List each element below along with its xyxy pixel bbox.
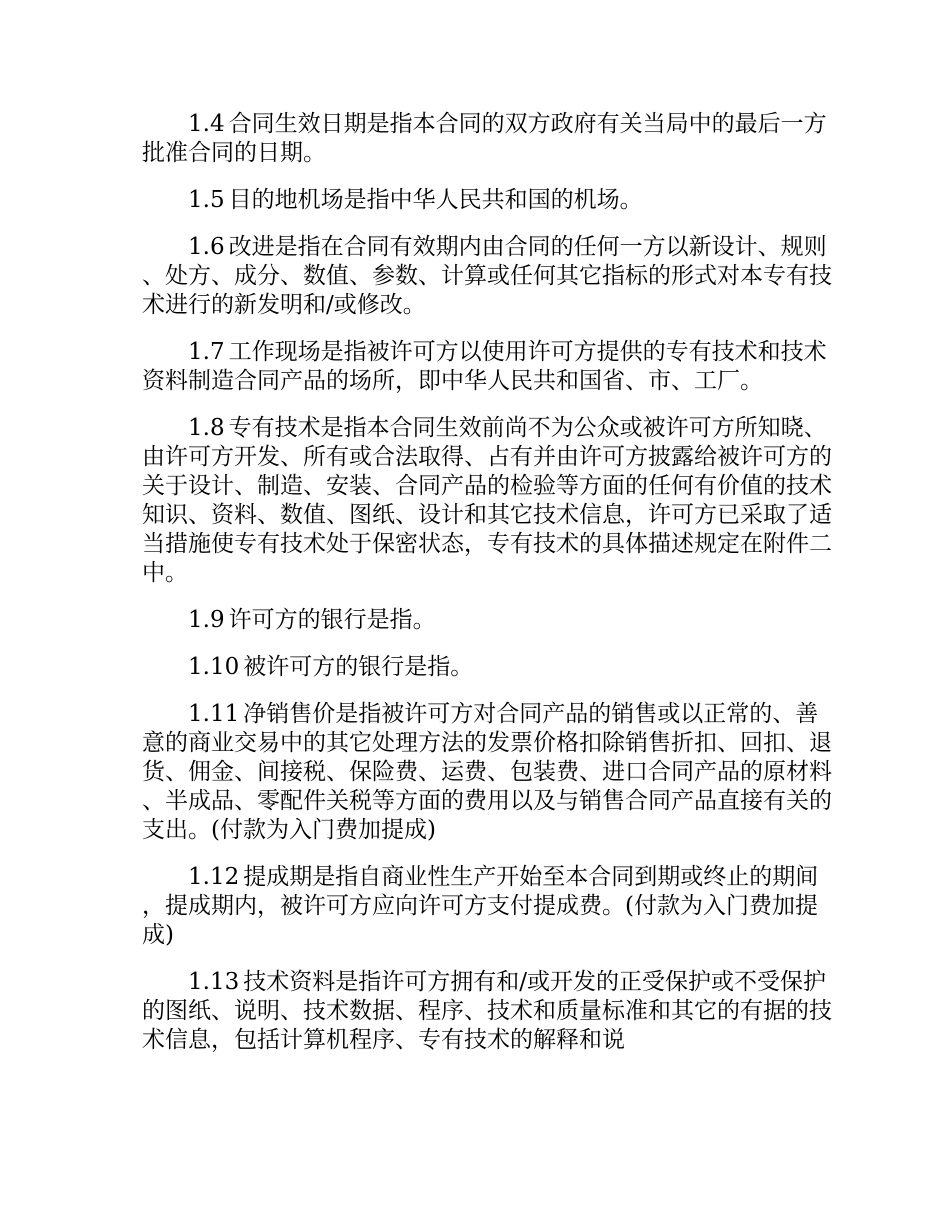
clause-text: 许可方的银行是指。	[228, 607, 436, 633]
clause-text: 改进是指在合同有效期内由合同的任何一方以新设计、规则、处方、成分、数值、参数、计算或任何其它指标的形式对本专有技术进行的新发明和/或修改。	[142, 234, 832, 318]
clause-1-11	[142, 700, 832, 845]
clause-number: 1.6	[188, 234, 225, 260]
clause-number: 1.10	[188, 654, 240, 680]
document-body	[142, 110, 832, 1073]
clause-1-8	[142, 414, 832, 588]
clause-text: 净销售价是指被许可方对合同产品的销售或以正常的、善意的商业交易中的其它处理方法的发票价格扣除销售折扣、回扣、退货、佣金、间接税、保险费、运费、包装费、进口合同产品的原材料、半成品、零配件关税等方面的费用以及与销售合同产品直接有关的支出。(付款为入门费加提成)	[142, 701, 832, 843]
clause-1-12	[142, 863, 832, 950]
clause-text: 工作现场是指被许可方以使用许可方提供的专有技术和技术资料制造合同产品的场所，即中华人民共和国省、市、工厂。	[142, 339, 827, 394]
clause-number: 1.5	[188, 187, 225, 213]
clause-text: 合同生效日期是指本合同的双方政府有关当局中的最后一方批准合同的日期。	[142, 111, 827, 166]
clause-number: 1.7	[188, 339, 225, 365]
clause-number: 1.9	[188, 607, 225, 633]
clause-text: 目的地机场是指中华人民共和国的机场。	[228, 187, 643, 213]
clause-number: 1.4	[188, 111, 225, 137]
clause-text: 提成期是指自商业性生产开始至本合同到期或终止的期间，提成期内，被许可方应向许可方支付提成费。(付款为入门费加提成)	[142, 864, 819, 948]
clause-text: 技术资料是指许可方拥有和/或开发的正受保护或不受保护的图纸、说明、技术数据、程序、技术和质量标准和其它的有据的技术信息，包括计算机程序、专有技术的解释和说	[142, 969, 832, 1053]
clause-number: 1.11	[188, 701, 240, 727]
clause-number: 1.13	[188, 969, 240, 995]
clause-1-5	[142, 186, 832, 215]
clause-1-9	[142, 606, 832, 635]
clause-1-7	[142, 338, 832, 396]
clause-text: 专有技术是指本合同生效前尚不为公众或被许可方所知晓、由许可方开发、所有或合法取得、占有并由许可方披露给被许可方的关于设计、制造、安装、合同产品的检验等方面的任何有价值的技术知识、资料、数值、图纸、设计和其它技术信息，许可方已采取了适当措施使专有技术处于保密状态，专有技术的具体描述规定在附件二中。	[142, 415, 832, 586]
clause-1-10	[142, 653, 832, 682]
clause-text: 被许可方的银行是指。	[243, 654, 474, 680]
clause-number: 1.12	[188, 864, 240, 890]
clause-1-13	[142, 968, 832, 1055]
clause-1-4	[142, 110, 832, 168]
clause-number: 1.8	[188, 415, 225, 441]
clause-1-6	[142, 233, 832, 320]
